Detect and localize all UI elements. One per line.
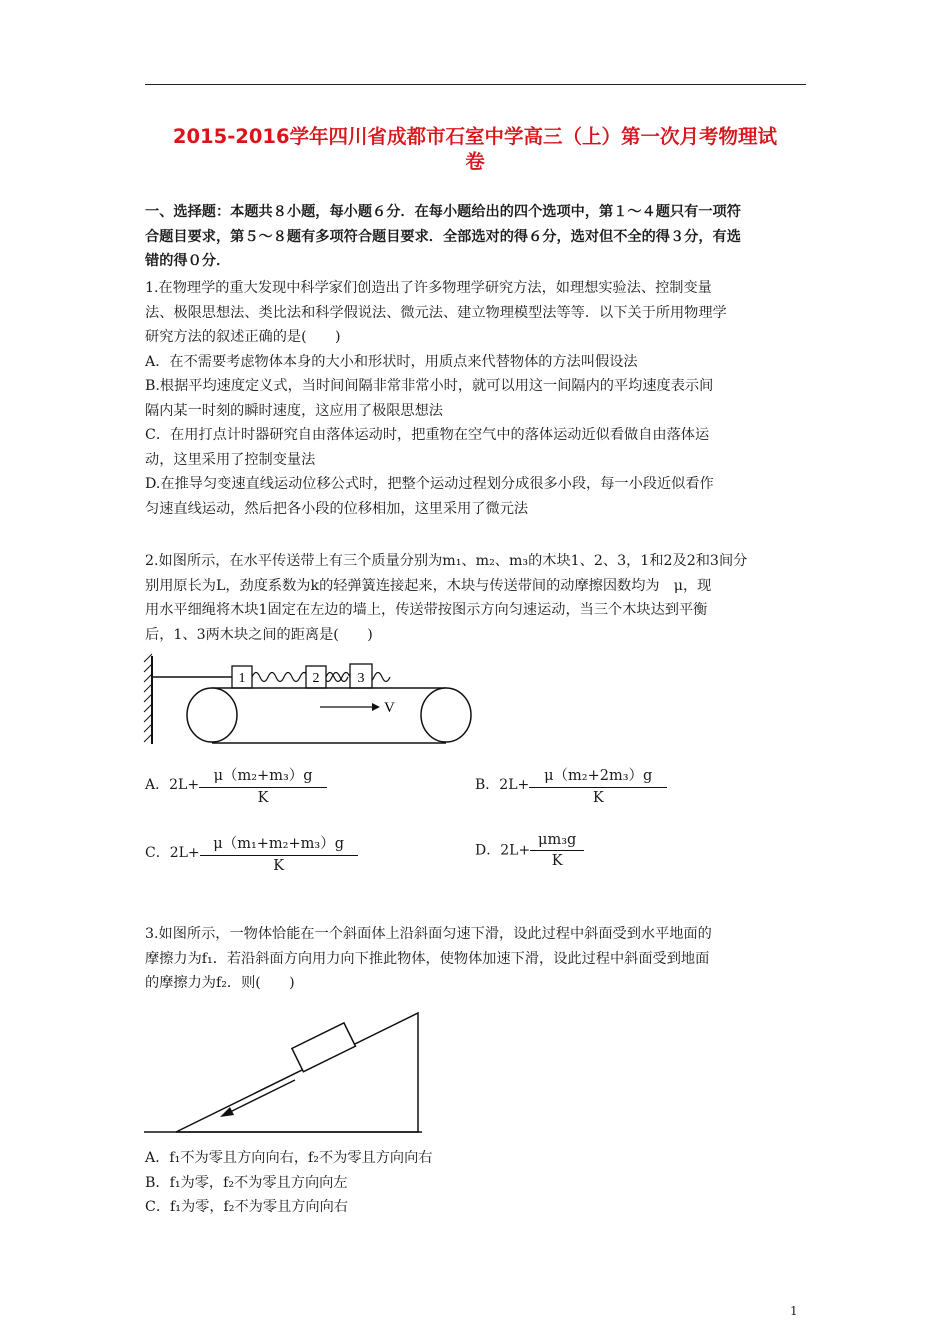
- q2-option-c-label: C．: [145, 845, 170, 861]
- incline-figure: [140, 1005, 440, 1140]
- q2-option-d-denominator: K: [551, 853, 563, 869]
- q2-option-d-fraction: [530, 832, 584, 869]
- velocity-label: V: [384, 700, 395, 716]
- question-2: [145, 549, 809, 647]
- q3-option-c: C．f₁为零，f₂不为零且方向向右: [145, 1199, 348, 1215]
- header-rule: [145, 84, 806, 85]
- q2-option-d-label: D．: [475, 842, 501, 859]
- block-1-label: 1: [238, 671, 246, 686]
- velocity-arrowhead: [372, 703, 380, 711]
- q2-option-b-prefix: 2L+: [499, 777, 530, 793]
- left-roller: [187, 688, 237, 742]
- q2-option-a-label: A．: [145, 777, 170, 793]
- incline-wedge: [176, 1013, 418, 1132]
- q2-option-c-denominator: K: [273, 858, 285, 874]
- q2-option-d-prefix: 2L+: [500, 842, 531, 859]
- q2-option-a-denominator: K: [257, 790, 269, 806]
- document-title: [140, 124, 810, 174]
- q1-option-d-cont: 匀速直线运动，然后把各小段的位移相加，这里采用了微元法: [145, 500, 529, 517]
- question-3: [145, 922, 809, 996]
- title-line-1: 2015-2016学年四川省成都市石室中学高三（上）第一次月考物理试: [172, 125, 778, 148]
- q3-stem-line: 3.如图所示，一物体恰能在一个斜面体上沿斜面匀速下滑，设此过程中斜面受到水平地面的: [145, 926, 712, 942]
- q2-option-b-denominator: K: [592, 790, 604, 806]
- q1-option-c: C．在用打点计时器研究自由落体运动时，把重物在空气中的落体运动近似看做自由落体运: [145, 427, 710, 443]
- section-line: 一、选择题：本题共８小题，每小题６分．在每小题给出的四个选项中，第１～４题只有一项符: [145, 204, 741, 220]
- q2-option-c-prefix: 2L+: [169, 845, 200, 861]
- q1-option-b-cont: 隔内某一时刻的瞬时速度，这应用了极限思想法: [145, 402, 443, 419]
- q2-option-d-numerator: μm₃g: [530, 832, 584, 851]
- q3-stem-line: 的摩擦力为f₂．则( ): [145, 975, 295, 991]
- q2-option-c: [145, 832, 358, 874]
- q2-option-a-numerator: μ（m₂+m₃）g: [199, 764, 327, 788]
- q2-stem-line: 后，1、3两木块之间的距离是( ): [145, 626, 373, 643]
- q2-option-a-fraction: [199, 764, 327, 806]
- q2-option-c-numerator: μ（m₁+m₂+m₃）g: [200, 832, 358, 856]
- motion-arrow: [228, 1080, 295, 1113]
- q1-stem-line: 1.在物理学的重大发现中科学家们创造出了许多物理学研究方法，如理想实验法、控制变量: [145, 280, 712, 296]
- question-1: [145, 276, 809, 521]
- q2-stem-line: 用水平细绳将木块1固定在左边的墙上，传送带按图示方向匀速运动，当三个木块达到平衡: [145, 602, 708, 618]
- q3-options: [145, 1146, 809, 1220]
- q2-stem-line: 别用原长为L，劲度系数为k的轻弹簧连接起来，木块与传送带间的动摩擦因数均为 μ，现: [145, 577, 712, 594]
- q2-option-d: [475, 832, 584, 869]
- page-number: 1: [790, 1304, 798, 1318]
- block-3-label: 3: [357, 671, 365, 686]
- q2-option-b-label: B．: [475, 777, 500, 793]
- q1-option-c-cont: 动，这里采用了控制变量法: [145, 451, 316, 468]
- q3-option-a: A．f₁不为零且方向向右，f₂不为零且方向向右: [145, 1150, 433, 1166]
- conveyor-figure: [140, 650, 480, 750]
- q3-stem-line: 摩擦力为f₁．若沿斜面方向用力向下推此物体，使物体加速下滑，设此过程中斜面受到地面: [145, 950, 710, 967]
- section-line: 错的得０分．: [145, 253, 231, 269]
- q1-stem-line: 研究方法的叙述正确的是( ): [145, 329, 341, 345]
- q1-option-a: A．在不需要考虑物体本身的大小和形状时，用质点来代替物体的方法叫假设法: [145, 353, 638, 370]
- block-2-label: 2: [312, 671, 320, 686]
- q2-stem-line: 2.如图所示，在水平传送带上有三个质量分别为m₁、m₂、m₃的木块1、2、3，1和2及2和3间分: [145, 553, 748, 569]
- q2-option-a: [145, 764, 327, 806]
- q1-option-b: B.根据平均速度定义式，当时间间隔非常非常小时，就可以用这一间隔内的平均速度表示间: [145, 378, 714, 394]
- q2-option-b-fraction: [529, 764, 667, 806]
- sliding-block: [292, 1023, 356, 1072]
- q2-option-b: [475, 764, 667, 806]
- right-roller: [421, 688, 471, 742]
- q1-stem-line: 法、极限思想法、类比法和科学假说法、微元法、建立物理模型法等等．以下关于所用物理学: [145, 304, 727, 321]
- q2-option-b-numerator: μ（m₂+2m₃）g: [529, 764, 667, 788]
- section-heading: [145, 200, 809, 274]
- q3-option-b: B．f₁为零，f₂不为零且方向向左: [145, 1174, 348, 1191]
- title-line-2: 卷: [465, 150, 485, 173]
- q1-option-d: D.在推导匀变速直线运动位移公式时，把整个运动过程划分成很多小段，每一小段近似看作: [145, 476, 714, 492]
- wall: [144, 654, 152, 744]
- q2-option-c-fraction: [200, 832, 358, 874]
- section-line: 合题目要求，第５～８题有多项符合题目要求．全部选对的得６分，选对但不全的得３分，有选: [145, 228, 741, 245]
- q2-option-a-prefix: 2L+: [169, 777, 200, 793]
